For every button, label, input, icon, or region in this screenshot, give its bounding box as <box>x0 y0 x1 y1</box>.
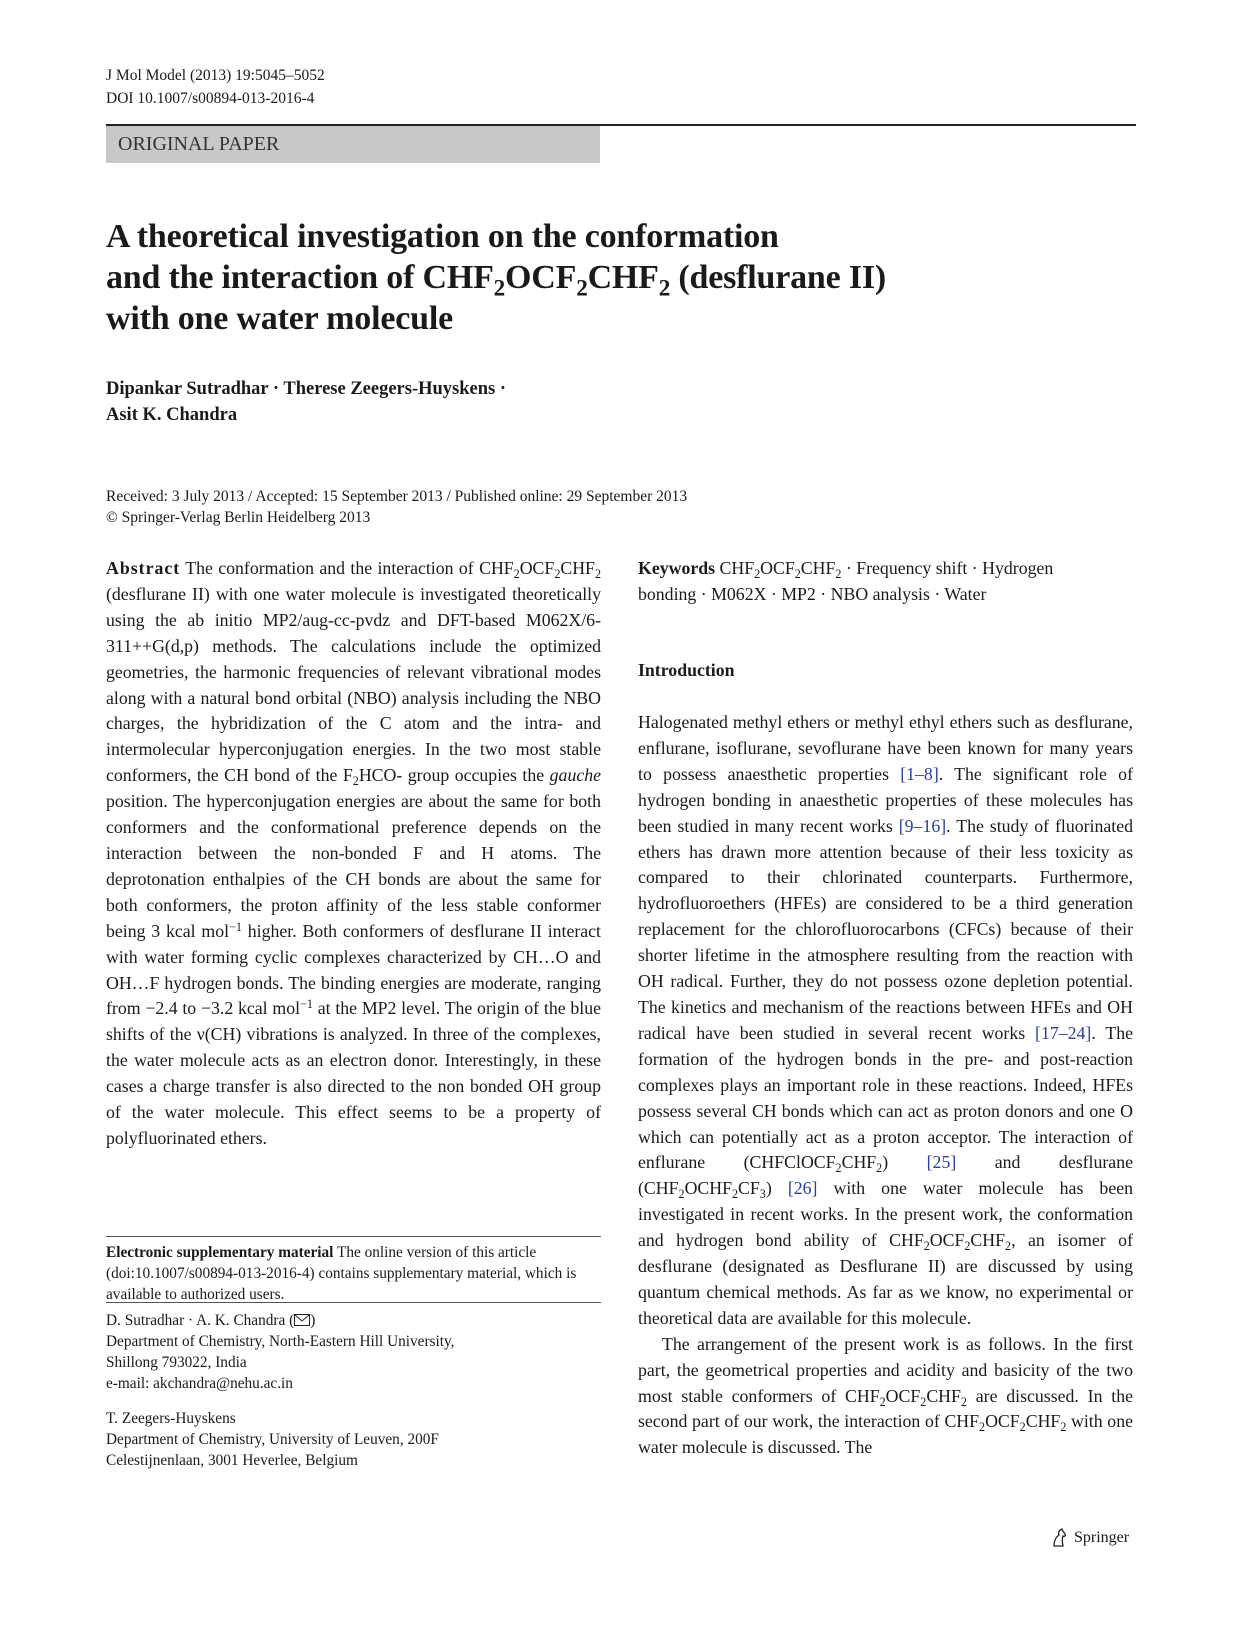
keywords: Keywords $CHF_2OCF_2CHF_2$ · Frequency shift · Hydrogen bonding · M062X · MP2 · NBO analysis · Water <box>638 558 1054 604</box>
reference-link[interactable]: [1–8] <box>900 763 939 784</box>
publication-dates: Received: 3 July 2013 / Accepted: 15 September 2013 / Published online: 29 September 2013 © Springer-Verlag Berlin Heidelberg 2013 <box>106 488 688 526</box>
footnote-rule <box>106 1236 601 1237</box>
doi: DOI 10.1007/s00894-013-2016-4 <box>106 90 315 107</box>
paper-title: A theoretical investigation on the conformation and the interaction of $CHF_2OCF_2CHF_2$ (desflurane II) with one water molecule <box>106 218 887 337</box>
email[interactable]: e-mail: akchandra@nehu.ac.in <box>106 1375 293 1392</box>
introduction-body: Halogenated methyl ethers or methyl ethyl ethers such as desflurane, enflurane, isoflurane, sevoflurane have been known for many years to possess anaesthetic properties [1–8]. The significant role of hydrogen bonding in anaesthetic properties of these molecules has been studied in many recent works [9–16]. The study of fluorinated ethers has drawn more attention because of their less toxicity as compared to their chlorinated counterparts. Furthermore, hydrofluoroethers (HFEs) are considered to be a third generation replacement for the chlorofluorocarbons (CFCs) because of their shorter lifetime in the atmosphere resulting from the reaction with OH radical. Further, they do not possess ozone depletion potential. The kinetics and mechanism of the reactions between HFEs and OH radical have been studied in several recent works [17–24]. The formation of the hydrogen bonds in the pre- and post-reaction complexes plays an important role in these reactions. Indeed, HFEs possess several CH bonds which can act as proton donors and one O which can potentially act as a proton acceptor. The interaction of enflurane $(CHFClOCF_2CHF_2)$ [25] and desflurane $(CHF_2OCHF_2CF_3)$ [26] with one water molecule has been investigated in recent works. In the present work, the conformation and hydrogen bond ability of $CHF_2OCF_2CHF_2$, an isomer of desflurane (designated as Desflurane II) are discussed by using quantum chemical methods. As far as we know, no experimental or theoretical data are available for this molecule. The arrangement of the present work is as follows. In the first part, the geometrical properties and acidity and basicity of the two most stable conformers of $CHF_2OCF_2CHF_2$ are discussed. In the second part of our work, the interaction of $CHF_2OCF_2CHF_2$ with one water molecule is discussed. The <box>638 712 1134 1458</box>
reference-link[interactable]: [26] <box>787 1178 818 1199</box>
journal-citation: J Mol Model (2013) 19:5045–5052 <box>106 67 325 84</box>
affiliation-1: D. Sutradhar · A. K. Chandra ( ) Department of Chemistry, North-Eastern Hill University, Shillong 793022, India e-mail: akchandra@nehu.ac.in <box>106 1310 601 1394</box>
reference-link[interactable]: [25] <box>926 1152 957 1173</box>
supplementary-material-note: Electronic supplementary material The online version of this article (doi:10.1007/s00894-013-2016-4) contains supplementary material, which is available to authorized users. <box>106 1244 577 1303</box>
reference-link[interactable]: [17–24] <box>1035 1022 1092 1043</box>
introduction-heading: Introduction <box>638 660 735 680</box>
copyright: © Springer-Verlag Berlin Heidelberg 2013 <box>106 509 371 526</box>
article-type-badge: ORIGINAL PAPER <box>106 126 600 163</box>
abstract-heading: Abstract <box>106 558 181 578</box>
footnote-rule-2 <box>106 1302 601 1303</box>
reference-link[interactable]: [9–16] <box>898 815 947 836</box>
affiliation-2: T. Zeegers-Huyskens Department of Chemistry, University of Leuven, 200F Celestijnenlaan, 3001 Heverlee, Belgium <box>106 1410 439 1469</box>
journal-header <box>106 64 325 110</box>
springer-horse-icon <box>1050 1528 1068 1548</box>
publisher-logo: Springer <box>1050 1528 1129 1548</box>
abstract: Abstract The conformation and the interaction of $CHF_2OCF_2CHF_2$ (desflurane II) with one water molecule is investigated theoretically using the ab initio MP2/aug-cc-pvdz and DFT-based M062X/6-311++G(d,p) methods. The calculations include the optimized geometries, the harmonic frequencies of relevant vibrational modes along with a natural bond orbital (NBO) analysis including the NBO charges, the hybridization of the C atom and the intra- and intermolecular hyperconjugation energies. In the two most stable conformers, the CH bond of the $F_2HCO-$ group occupies the gauche position. The hyperconjugation energies are about the same for both conformers and the conformational preference depends on the interaction between the non-bonded F and H atoms. The deprotonation enthalpies of the CH bonds are about the same for both conformers, the proton affinity of the less stable conformer being 3 kcal mol$^{-1}$ higher. Both conformers of desflurane II interact with water forming cyclic complexes characterized by CH…O and OH…F hydrogen bonds. The binding energies are moderate, ranging from −2.4 to −3.2 kcal mol$^{-1}$ at the MP2 level. The origin of the blue shifts of the ν(CH) vibrations is analyzed. In three of the complexes, the water molecule acts as an electron donor. Interestingly, in these cases a charge transfer is also directed to the non bonded OH group of the water molecule. This effect seems to be a property of polyfluorinated ethers. <box>106 558 602 1148</box>
envelope-icon <box>294 1314 310 1326</box>
author-list: Dipankar Sutradhar · Therese Zeegers-Huyskens · Asit K. Chandra <box>106 379 507 425</box>
